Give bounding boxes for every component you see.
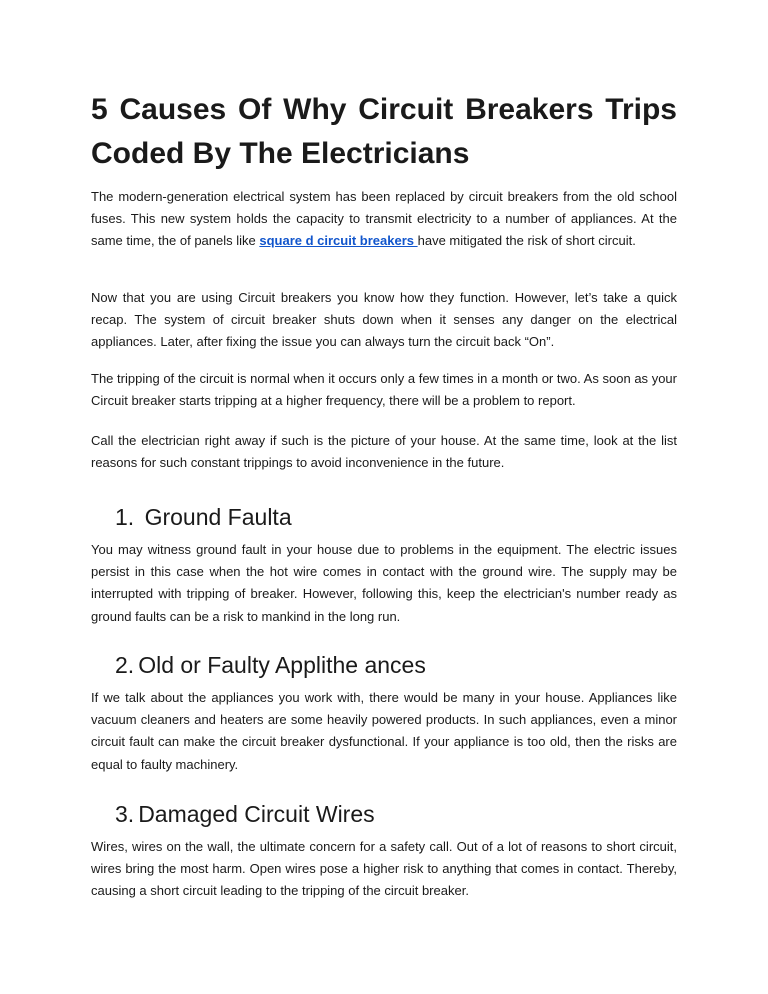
section-heading-ground-fault (115, 502, 292, 532)
page-title: 5 Causes Of Why Circuit Breakers Trips Coded By The Electricians (91, 93, 677, 170)
intro-paragraph (91, 186, 677, 253)
section-heading-damaged-wires (115, 799, 375, 829)
section-body-damaged-wires: Wires, wires on the wall, the ultimate concern for a safety call. Out of a lot of reasons to short circuit, wires bring the most harm. Open wires pose a higher risk to anything that comes in contact. Thereby, causing a short circuit leading to the tripping of the circuit breaker. (91, 839, 677, 899)
section-heading-faulty-appliances (115, 650, 426, 680)
section-body-faulty-appliances: If we talk about the appliances you work with, there would be many in your house. Appliances like vacuum cleaners and heaters are some heavily powered products. In such appliances, even a minor circuit fault can make the circuit breaker dysfunctional. If your appliance is too old, then the risks are equal to faulty machinery. (91, 690, 677, 772)
square-d-circuit-breakers-link[interactable]: square d circuit breakers (259, 233, 418, 249)
recap-paragraph: Now that you are using Circuit breakers you know how they function. However, let’s take a quick recap. The system of circuit breaker shuts down when it senses any danger on the electrical appliances. Later, after fixing the issue you can always turn the circuit back “On”. (91, 290, 677, 350)
section-number: 2. (115, 652, 135, 678)
call-electrician-paragraph: Call the electrician right away if such is the picture of your house. At the same time, look at the list reasons for such constant trippings to avoid inconvenience in the future. (91, 433, 677, 471)
intro-text-after-link: have mitigated the risk of short circuit. (417, 233, 636, 249)
section-number: 1. (115, 504, 135, 530)
section-title: Ground Faulta (144, 504, 292, 530)
section-body-ground-fault: You may witness ground fault in your house due to problems in the equipment. The electric issues persist in this case when the hot wire comes in contact with the ground wire. The supply may be interrupted with tripping of breaker. However, following this, keep the electrician's number ready as ground faults can be a risk to mankind in the long run. (91, 542, 677, 624)
section-title: Old or Faulty Applithe ances (138, 652, 426, 678)
tripping-paragraph: The tripping of the circuit is normal when it occurs only a few times in a month or two. As soon as your Circuit breaker starts tripping at a higher frequency, there will be a problem to report. (91, 371, 677, 409)
section-number: 3. (115, 801, 135, 827)
section-title: Damaged Circuit Wires (138, 801, 375, 827)
intro-text-before-link: The modern-generation electrical system has been replaced by circuit breakers from the old school fuses. This new system holds the capacity to transmit electricity to a number of appliances. At the same time, the of panels like (91, 189, 677, 249)
